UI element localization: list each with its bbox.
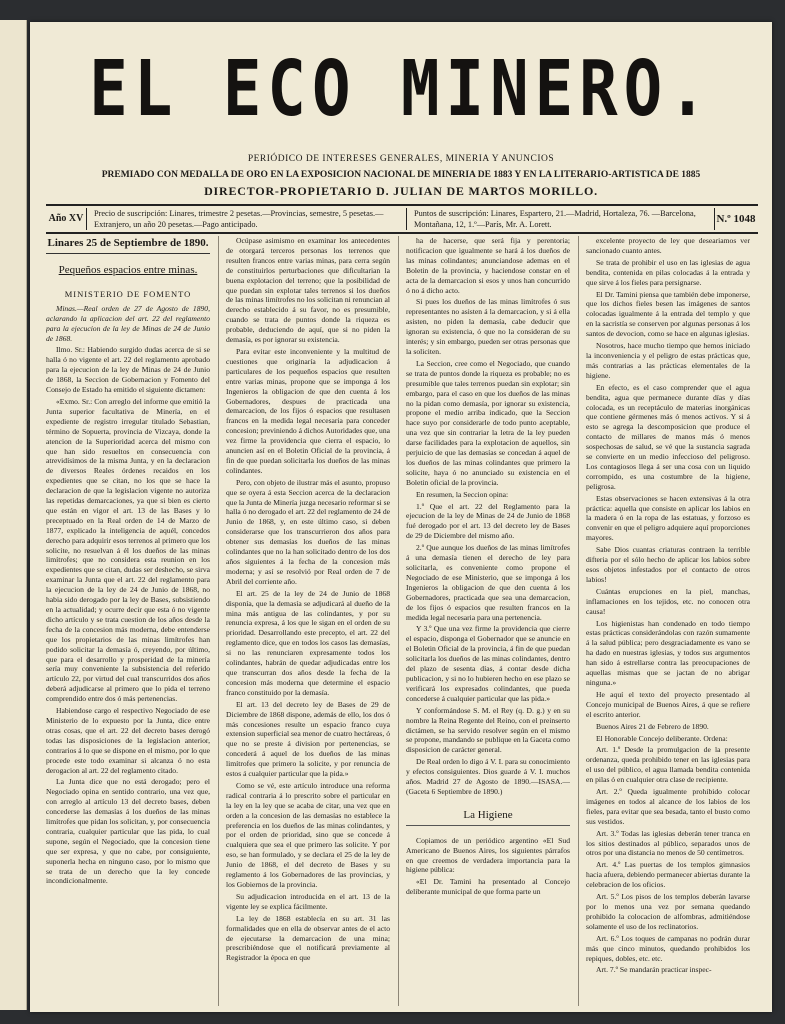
paragraph: El art. 13 del decreto ley de Bases de 29 de Diciembre de 1868 dispone, además de ello, los dos ó más concesiones resulte un espacio franco cuya extension superficial sea menor de cuatro hectáreas, ó que no se preste á division por pertenencias, se concederá á aquel de los dueños de las minas limítrofes que primero la solicite, y por renuncia de estos á cualquier particular que la pida.» <box>226 699 390 779</box>
subtitle-periodico: PERIÓDICO DE INTERESES GENERALES, MINERIA Y ANUNCIOS <box>247 154 555 164</box>
paragraph: Si pues los dueños de las minas limítrofes ó sus representantes no asisten á la demarcacion, y si á ella asisten, no piden la demasía, cabe deducir que ignoran su existencia, ó que no la consideran de su interés; y sin embargo, pueden ser otras personas que la soliciten. <box>406 297 570 356</box>
paragraph: Copiamos de un periódico argentino «El Sud Americano de Buenos Aires, los siguientes párrafos en que creemos de verdadera importancia para la higiene pública: <box>406 835 570 875</box>
paragraph: Nosotros, hace mucho tiempo que hemos iniciado la inconveniencia y el peligro de estas prácticas que, más contrarias a las prácticas elementales de la higiene. <box>586 341 750 380</box>
paragraph: En resumen, la Seccion opina: <box>416 489 509 499</box>
article-lead: Minas.—Real orden de 27 de Agosto de 1890, aclarando la aplicacion del art. 22 del reglamento para la ejecucion de la ley de Minas de 24 de Junio de 1868. <box>46 303 210 343</box>
previous-page-edge <box>0 20 27 1010</box>
paragraph: He aquí el texto del proyecto presentado al Concejo municipal de Buenos Aires, á que se refiere el escrito anterior. <box>586 689 750 719</box>
paragraph: De Real orden lo digo á V. I. para su conocimiento y efectos consiguientes. Dios guarde á V. I. muchos años. Madrid 27 de Agosto de 1890.—ISASA.—(Gaceta 6 Septiembre de 1890.) <box>406 757 570 796</box>
paragraph: Como se vé, este artículo introduce una reforma radical contraria á lo prescrito sobre el particular en la ley en la ley que se acaba de citar, una vez que en orden a la concesion de las demasías no establece la preferencia en los dueños de las minas colindantes, y por el orden de prioridad, sino que se concede á cualquiera que sea el que primero las solicite. Y por eso, se han formulado, y se declara el 25 de la ley de Junio de 1868, el del decreto de Bases y su reglamento á los Gobernadores de las provincias, y los Gobiernos de la provincia. <box>226 780 390 889</box>
paragraph: 1.º Que el art. 22 del Reglamento para la ejecucion de la ley de Minas de 24 de Junio de 1868 fué derogado por el art. 13 del decreto ley de Bases de 29 de Diciembre del mismo año. <box>406 501 570 541</box>
subtitle-premiado: PREMIADO CON MEDALLA DE ORO EN LA EXPOSICION NACIONAL DE MINERIA DE 1883 Y EN LA LITERARIO-ARTISTICA DE 1885 <box>101 170 701 180</box>
paragraph: Buenos Aires 21 de Febrero de 1890. <box>596 721 709 731</box>
paragraph: En efecto, es el caso comprender que el agua bendita, agua que permanece durante días y días colocada, es un receptáculo de materias inorgánicas que contiene gérmenes más ó menos activos. Y si á esto se agrega la descomposicion que produce el contacto de millares de manos más ó menos sospechosas de salud, se vé que la sustancia sagrada se convierte en un medio infeccioso del peligroso. Los contagiosos llega á ser una cosa con un liquido corrompido, es una costumbre de la higiene, peligrosa. <box>586 382 750 491</box>
paragraph: Y conformándose S. M. el Rey (q. D. g.) y en su nombre la Reina Regente del Reino, con el preinserto dictámen, se ha servido resolver según en el mismo se propone, mandando se publique en la Gaceta como disposicion de carácter general. <box>406 705 570 755</box>
paragraph: Y 3.º Que una vez firme la providencia que cierre el espacio, disponga el Gobernador que se anuncie en el Boletin Oficial de la provincia, á fin de que puedan solicitarla los dueños de las minas colindantes, dentro del plazo de sesenta días, á contar desde dicha publicacion, y si no lo hubieren hecho en ese plazo se verificará los expresados colindantes, que pueda concederse á cualquier particular que las pida.» <box>406 624 570 703</box>
ordinance-article: Art. 2.º Queda igualmente prohibido colocar imágenes en todos al alcance de los labios de los fieles, para evitar que sea besada, tanto el busto como sus vestidos. <box>586 787 750 826</box>
paragraph: Ilmo. Sr.: Habiendo surgido dudas acerca de si se halla ó no vigente el art. 22 del reglamento aprobado para la ejecucion de la ley de Minas de 24 de Junio de 1868, la Seccion de Gobernacion y Fomento del Consejo de Estado ha emitido el siguiente dictamen: <box>46 345 210 395</box>
paragraph: El art. 25 de la ley de 24 de Junio de 1868 disponía, que la demasía se adjudicará al dueño de la mina más antigua de las colindantes, y por su renuncia expresa, á los que le sigan en el orden de su prioridad. Desarrollando este precepto, el art. 22 del reglamento dice, que en todos los casos las demasías, si no las renunciaren expresamente todos los colindantes, habrán de quedar adjudicadas entre los que transcurran dos años desde la fecha de la concesion más moderna que determine el espacio franco constituido por la demasía. <box>226 588 390 697</box>
paragraph: «El Dr. Tamini ha presentado al Concejo deliberante municipal de que forma parte un <box>406 877 570 897</box>
year-label: Año XV <box>46 208 87 230</box>
paragraph: «Exmo. Sr.: Con arreglo del informe que emitió la Junta superior facultativa de Minería, en el expediente de registro irregular titulado Sebastian, término de Sopuerta, provincia de Vizcaya, donde la atencion de la Superioridad acerca del mismo con que han sido resueltos en consecuencia con atrevidísimos de la misma Junta, y en la declaracion de diversos Reales órdenes recaidos en los expedientes que se citan, no los que se hace la declaracion de que la legislacion vigente no autoriza las repetidas demarcaciones, ya que si bien es cierto que están en vigor el art. 13 de las Bases y lo preceptuado en la Real orden de 14 de Marzo de 1877, explicado la inteligencia de aquél, concedos derecho para adquirir esos terrenos al primero que los solicite, no resuelvan á él los dueños de las minas limítrofes; que no considera esta reunion en los expedientes que se citan, dudas ser deshecho, se sirva examinar la Junta que el art. 22 del reglamento para la ejecucion de la ley de 24 de Junio de 1868, no habia sido derogado por la ley de Bases, subsistiendo en la actualidad; y ocurre decir que esta ó no vigente dicho artículo y se trata cuestion de los años desde la fecha de la concesion más moderna, debe entenderse que los propietarios de las minas limítrofes han podido solicitar la demasía ó, creyendo, por último, que para el desarrollo y prosperidad de la minería sería muy conveniente la subsistencia del referido artículo 22, por virtud del cual transcurridos dos años deberá adjudicarse al primero que lo pida el terreno comprendido entre dos ó más pertenencias. <box>46 396 210 704</box>
masthead-title: EL ECO MINERO. <box>89 45 713 135</box>
article-title-la-higiene: La Higiene <box>406 811 570 826</box>
section-ministerio: MINISTERIO DE FOMENTO <box>64 288 192 299</box>
paragraph: Estas observaciones se hacen extensivas á la otra práctica: aquella que consiste en aplicar los labios en la madera ó en la ropa de las estatuas, y forzoso es convenir en que el peligro adquiere aquí proporciones mayores. <box>586 493 750 543</box>
subscription-points: Puntos de suscripción: Linares, Espartero, 21.—Madrid, Hortaleza, 76. —Barcelona, Montañana, 12, 1.º—París, Mr. A. Lorett. <box>410 208 715 230</box>
column-rule <box>398 236 399 1006</box>
issue-number: N.º 1048 <box>716 213 756 225</box>
paragraph: La Junta dice que no está derogado; pero el Negociado opina en sentido contrario, una vez que, con arreglo al artículo 13 del decreto bases, deben concederse las demasías á los dueños de las minas limítrofes que pidan los solicitan, y, por consecuencia contraria, cualquier particular que las pida, lo cual supone, según el Negociado, que la concesion tiene que ser expresa, y que no cabe, por consiguiente, suponerla hecha en ninguno caso, por lo mismo que se trata de un derecho que la ley concede incondicionalmente. <box>46 777 210 886</box>
paragraph: Ocúpase asimismo en examinar los antecedentes de otorgará terceros personas los terrenos que resulten francos entre varias minas, para cerra según de constituirlos perturbaciones que dificultarian la buena explotacion del terreno; que la posibilidad de que puedan sin explotar tales terrenos si los dueños de las minas limítrofes no los solicitan ni renuncian al derecho establecido á su favor, no es presumible, cuando se trata de puntos donde la riqueza es probable, deduciendo de aquí, que si no piden la demasía, es por ignorar su existencia. <box>226 236 390 345</box>
column-rule <box>218 236 219 1006</box>
paragraph: ha de hacerse, que será fija y perentoria; notificacion que igualmente se hará á los dueños de las minas colindantes; anunciandose ademas en el Boletin de la provincia, y haciendose constar en el acta de la demarcacion si esos y unos han concurrido ó no á dicho acto. <box>406 236 570 295</box>
paragraph: Pero, con objeto de ilustrar más el asunto, propuso que se oyera á esta Seccion acerca de la declaracion que la Junta de Minería juzga necesario reformar si se halla ó no derogado el art. 22 del reglamento de 24 de Junio de 1868, y, en este último caso, si deben considerarse que los transcurrieron dos años para obtener sus demasías los dueños de las minas colindantes que no la han solicitado dentro de los dos años siguientes á la fecha de la concesion más moderna; y así se resolvió por Real orden de 7 de Abril del corriente año. <box>226 477 390 586</box>
column-2 <box>226 236 390 1006</box>
column-4 <box>586 236 750 1006</box>
column-3 <box>406 236 570 1006</box>
subscription-prices: Precio de suscripción: Linares, trimestre 2 pesetas.—Provincias, semestre, 5 pesetas.—Extranjero, un año 20 pesetas.—Pago anticipado. <box>90 208 407 230</box>
article-title-pequenos-espacios: Pequeños espacios entre minas. <box>58 264 198 276</box>
paragraph: Los higienistas han condenado en todo tiempo estas prácticas considerándolas con razón sumamente á la salud pública; pero desgraciadamente es vano se ha dado en nuestras iglesias, y todos sus argumentos han sido á estrellarse contra las preocupaciones de aquellas mismas que se jactan de no abrigar ninguna.» <box>586 618 750 687</box>
paragraph: Se trata de prohibir el uso en las iglesias de agua bendita, contenida en pilas colocadas á la entrada y que sirve á los fieles para persignarse. <box>586 257 750 287</box>
issue-date: Linares 25 de Septiembre de 1890. <box>46 236 210 254</box>
paragraph: Habiendose cargo el respectivo Negociado de ese Ministerio de lo expuesto por la Junta, dice entre otras cosas, que el art. 22 del decreto bases derogó todas las disposiciones de la legislacion anterior, contrarios á lo que se dispone en el mismo, por lo que procede este todo examinar si alcanza ó no esta derogacion al art. 22 del reglamento citado. <box>46 706 210 775</box>
ordinance-article: Art. 4.º Las puertas de los templos gimnasios hacia afuera, debiendo permanecer abiertas durante la celebracion de los oficios. <box>586 860 750 890</box>
ordinance-article: Art. 3.º Todas las iglesias deberán tener tranca en los sitios destinados al público, separados unos de otros por una distancia no menos de 50 centímetros. <box>586 828 750 858</box>
paragraph: La ley de 1868 establecía en su art. 31 las formalidades que en ella de observar antes de el acto de ejecutarse la demarcacion de una mina; prescribiéndose que el notificará previamente al Registrador la época en que <box>226 913 390 963</box>
column-1 <box>46 236 210 1006</box>
ordinance-article: Art. 6.º Los toques de campanas no podrán durar más que cinco minutos, quedando prohibidos los repiques, dobles, etc. etc. <box>586 933 750 963</box>
paragraph: excelente proyecto de ley que deseariamos ver sancionado cuanto antes. <box>586 236 750 255</box>
paragraph: 2.º Que aunque los dueños de las minas limítrofes á una demasía tienen el derecho de ley para solicitarla, es conveniente como propone el Negociado de ese Ministerio, que se imponga á los Ingenieros la obligacion de que den cuenta á los Gobernadores, practicada que sea una demarcacion, de los fijos ó espacios que resulten francos en la medida legal necesaria para una pertenencia. <box>406 543 570 622</box>
paragraph: La Seccion, cree como el Negociado, que cuando se trata de puntos donde la riqueza es probable; no es presumible que tales terrenos puedan sin explotar; sin embargo, para el caso en que los dueños de las minas no la pidan como demasía, por ignorar su existencia, propone el medio arriba indicado, que la Seccion hace suyo por considerarle de todo punto aceptable, una vez que sin contrariar la letra de la ley pueden darse facilidades para la explotacion de aquellos, sin perjuicio de que las demasías se concedan á aquel de los dueños de las minas colindantes que primero la solicite, haya ó no anunciado su existencia en el Boletin oficial de la provincia. <box>406 358 570 487</box>
subscription-info-bar <box>46 204 758 234</box>
paragraph: El Honorable Concejo deliberante. Ordena: <box>596 733 728 743</box>
ordinance-article: Art. 1.º Desde la promulgacion de la presente ordenanza, queda prohibido tener en las iglesias para el uso del público, el agua llamada bendita contenida en pilas ó en cualquier otra clase de recipiente. <box>586 745 750 785</box>
ordinance-article: Art. 7.º Se mandarán practicar inspec- <box>596 965 712 975</box>
ordinance-article: Art. 5.º Los pisos de los templos deberán lavarse por lo menos una vez por semana quedando prohibido la colocacion de alfombras, admitiéndose solamente el uso de los reclinatorios. <box>586 892 750 931</box>
paragraph: Para evitar este inconveniente y la multitud de cuestiones que originaría la adjudicacion á particulares de los pequeños espacios que resulten entre varias minas, propone que se imponga á los Ingenieros la obligacion de que den cuenta á los Gobernadores, despues de practicada una demarcacion, de los fijos ó espacios que resultasen francos en la medida legal necesaria para conceder concesion; previniendo á dichos Autoridades que, una vez firme la providencia que cierra el espacio, lo anuncien así en el Boletin Oficial de la provincia, á fin de que puedan solicitarla los dueños de las minas colindantes. <box>226 346 390 475</box>
paragraph: Su adjudicacion introducida en el art. 13 de la vigente ley se explica fácilmente. <box>226 891 390 911</box>
subtitle-director: DIRECTOR-PROPIETARIO D. JULIAN DE MARTOS MORILLO. <box>204 184 598 198</box>
column-rule <box>578 236 579 1006</box>
newspaper-page <box>30 22 772 1012</box>
paragraph: Sabe Dios cuantas criaturas contraen la terrible difteria por el sólo hecho de aplicar los labios sobre esos objetos infestados por el contacto de otros labios! <box>586 545 750 584</box>
paragraph: Cuántas erupciones en la piel, manchas, inflamaciones en los tejidos, etc. no conocen otra causa! <box>586 586 750 616</box>
paragraph: El Dr. Tamini piensa que también debe imponerse, que los dichos fieles besen las imágenes de santos colocadas igualmente á la entrada del templo y que en la sacristía se conserven por algunas personas á los santos de devocion, como se hace en algunas iglesias. <box>586 289 750 339</box>
